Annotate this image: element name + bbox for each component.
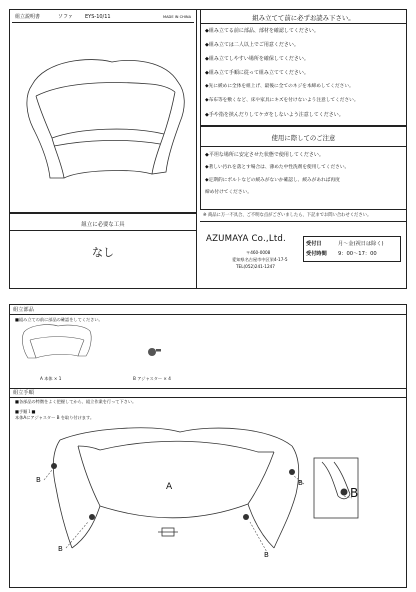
usage-item-2: ◆著しい汚れを落とす場合は、薄めた中性洗剤を使用してください。 [205,165,350,170]
part-b-label: B アジャスター × 4 [133,376,171,381]
label-b-left-bottom: B [58,545,63,553]
tools-title: 組立に必要な工具 [81,222,125,228]
usage-notes-title: 使用に際してのご注意 [271,134,336,142]
label-b-right-bottom: B [264,551,269,559]
before-assembly-title: 組み立てて前に必ずお読み下さい。 [252,14,355,22]
company-name: AZUMAYA Co.,Ltd. [206,234,286,244]
step1-heading: ■手順１■ [15,409,36,414]
company-tel: TEL(052)241-1247 [236,264,275,269]
label-b-left-top: B [36,476,41,484]
part-a-label: A 本体 × 1 [40,376,62,381]
header-model: EYS-10/11 [85,14,111,20]
usage-item-4: 締め付けてください。 [205,190,252,195]
before-item-3: ◆組み立てしやすい場所を確保してください。 [205,56,309,62]
label-b-right-top: B [298,479,303,487]
before-item-4: ◆組み立て手順に従って組み立ててください。 [205,70,309,76]
before-item-1: ◆組み立てる前に部品、部材を確認してください。 [205,28,319,34]
steps-note: ■各部品の特徴をよく把握してから、組立作業を行って下さい。 [15,399,137,404]
parts-note: ■組み立ての前に部品の確認をしてください。 [15,317,103,322]
before-item-2: ◆組み立ては二人以上でご用意ください。 [205,42,299,48]
before-item-7: ◆手や指を挟んだりしてケガをしないよう注意してください。 [205,112,344,118]
before-item-6: ◆布布等を敷くなど、床や家具にキズを付けないよう注意してください。 [205,98,359,103]
parts-title: 組立部品 [13,307,34,313]
usage-item-1: ◆平坦な場所に安定させた状態で使用してください。 [205,152,324,158]
step1-text: 本体Aにアジャスター B を取り付けます。 [15,415,95,420]
hours-value-2: 9：00〜17：00 [338,251,377,257]
usage-item-3: ◆定期的にボルトなどの緩みがないか確認し、緩みがあれば再度 [205,178,340,183]
header-product: ソファ [58,14,73,20]
label-b-inset: B [350,486,359,500]
hours-value-1: 月〜金(祝日は除く) [338,241,384,247]
tools-value: なし [92,246,114,259]
before-item-5: ◆先に緩めに全体を組上げ、最後に全てのネジを本締めしてください。 [205,84,354,89]
hours-label-2: 受付時間 [306,251,327,257]
usage-footnote: ※ 商品に万一不具合、ご不明な点がございましたら、下記までお問い合わせください。 [203,213,372,218]
company-postal: 〒460-0008 [246,250,271,255]
label-a: A [166,482,173,492]
steps-title: 組立手順 [13,390,34,396]
company-address: 愛知県名古屋市中区栄4-17-5 [232,257,288,262]
made-in: MADE IN CHINA [163,15,192,19]
hours-label-1: 受付日 [306,241,322,247]
header-left: 組立説明書 [15,14,41,20]
